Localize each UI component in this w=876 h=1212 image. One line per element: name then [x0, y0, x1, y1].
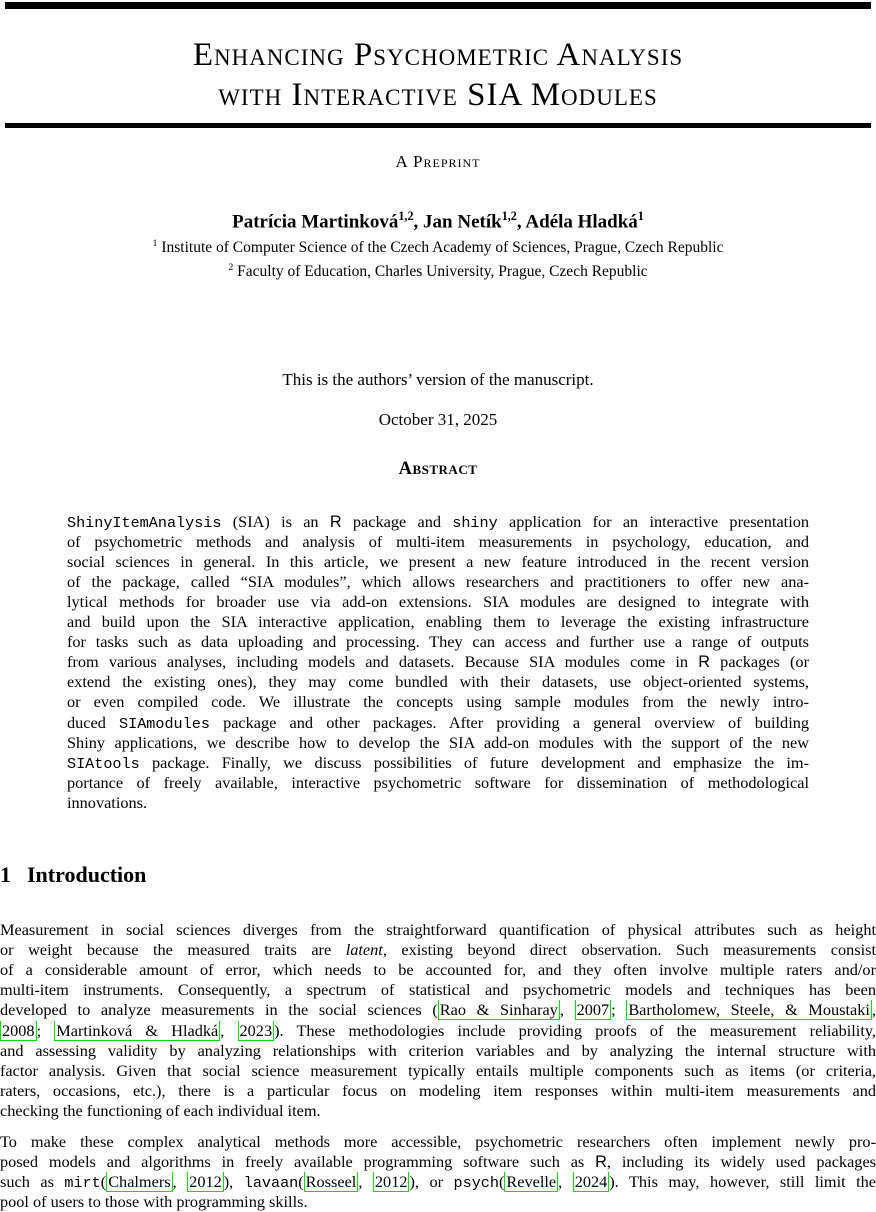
text-run: and assessing validity by analyzing relationships with criterion variables and by analyzing the internal structure with	[0, 1040, 876, 1060]
text-line	[0, 940, 876, 960]
text-run: of psychometric methods and analysis of multi-item measurements in psychology, education, and	[67, 531, 809, 551]
text-run: ), or	[409, 1172, 454, 1192]
top-rule	[5, 2, 871, 9]
text-run: from various analyses, including models and datasets. Because SIA modules come in	[67, 652, 699, 672]
text-run: Patrícia Martinková	[232, 211, 399, 233]
text-line	[67, 552, 809, 572]
preprint-label: A Preprint	[395, 152, 481, 171]
r-language-name: R	[329, 512, 342, 531]
text-run: for tasks such as data uploading and processing. They can access and further use a range of outputs	[67, 632, 809, 652]
text-line	[0, 1081, 876, 1101]
text-run: package and	[341, 511, 453, 531]
text-run: ;	[36, 1020, 55, 1040]
text-line	[0, 920, 876, 940]
title-line-1: Enhancing Psychometric Analysis	[192, 37, 684, 73]
text-line	[67, 733, 809, 753]
text-run: ,	[558, 1172, 573, 1192]
superscript-ref: 1,2	[501, 209, 517, 223]
text-run: ,	[172, 1172, 188, 1192]
text-line	[67, 713, 809, 733]
text-run: ,	[871, 1000, 876, 1020]
citation-link[interactable]: Rao & Sinharay	[439, 1000, 558, 1020]
abstract-body	[67, 512, 809, 813]
citation-link[interactable]: 2008	[2, 1020, 35, 1040]
text-run: ),	[223, 1172, 244, 1192]
text-run: To make these complex analytical methods more accessible, psychometric researchers often implement newly pro-	[0, 1131, 876, 1151]
text-run: packages (or	[710, 652, 809, 672]
superscript-ref: 1	[637, 209, 644, 223]
text-line	[67, 512, 809, 532]
text-run: posed models and algorithms in freely available programming software such as	[0, 1152, 596, 1172]
text-line	[67, 592, 809, 612]
text-run: checking the functioning of each individual item.	[0, 1100, 321, 1120]
superscript-ref: 2	[228, 262, 234, 274]
author-names	[0, 204, 876, 234]
text-line	[0, 1041, 876, 1061]
affiliation-1	[0, 234, 876, 258]
text-line	[67, 532, 809, 552]
text-line	[67, 632, 809, 652]
section-heading-introduction	[0, 863, 876, 887]
citation-link[interactable]: 2012	[189, 1172, 222, 1192]
text-run: and build upon the SIA interactive application, enabling them to leverage the existing infrastructure	[67, 612, 809, 632]
introduction-paragraph-1	[0, 920, 876, 1121]
text-run: Adéla Hladká	[525, 211, 638, 233]
inline-code: shiny	[452, 513, 498, 532]
date-line: October 31, 2025	[378, 409, 498, 429]
text-run: Faculty of Education, Charles University, Prague, Czech Republic	[233, 263, 648, 281]
text-run: (	[100, 1172, 107, 1192]
text-run: raters, occasions, etc.), there is a particular focus on modeling item responses within multi-item measurements and	[0, 1080, 876, 1100]
text-run: Measurement in social sciences diverges from the straightforward quantification of physical attributes such as height	[0, 920, 876, 940]
inline-code: psych	[453, 1174, 499, 1193]
text-run: , existing beyond direct observation. Such measurements consist	[382, 940, 876, 960]
text-run: or weight because the measured traits are	[0, 940, 346, 960]
citation-link[interactable]: Martinková & Hladká	[56, 1020, 219, 1040]
text-line	[0, 1172, 876, 1192]
citation-link[interactable]: Bartholomew, Steele, & Moustaki	[628, 1000, 870, 1020]
text-line	[0, 1152, 876, 1172]
citation-link[interactable]: Chalmers	[108, 1172, 171, 1192]
text-line	[67, 652, 809, 672]
text-run: (	[298, 1172, 304, 1192]
text-run: , including its widely used packages	[606, 1152, 876, 1172]
r-language-name: R	[698, 653, 710, 672]
affiliation-2	[0, 258, 876, 282]
text-line	[0, 1061, 876, 1081]
text-run: ,	[358, 1172, 373, 1192]
text-run: Jan Netík	[423, 211, 502, 233]
text-line	[67, 692, 809, 712]
version-note: This is the authors’ version of the manuscript.	[282, 369, 594, 389]
page-title	[0, 35, 876, 115]
inline-code: lavaan	[243, 1174, 299, 1193]
text-run: ,	[220, 1020, 238, 1040]
text-line	[67, 572, 809, 592]
text-run: factor analysis. Given that social science measurement typically entails multiple components such as items (or criteria,	[0, 1060, 876, 1080]
text-run: Institute of Computer Science of the Czech Academy of Sciences, Prague, Czech Republic	[157, 239, 724, 257]
text-run: package and other packages. After providing a general overview of building	[209, 712, 809, 732]
citation-link[interactable]: 2012	[374, 1172, 408, 1192]
text-run: innovations.	[67, 792, 148, 812]
citation-link[interactable]: Rosseel	[305, 1172, 357, 1192]
text-run: portance of freely available, interactive psychometric software for dissemination of methodological	[67, 772, 809, 792]
text-run: of the package, called “SIA modules”, which allows researchers and practitioners to offer new ana-	[67, 571, 809, 591]
inline-code: SIAmodules	[119, 714, 210, 733]
superscript-ref: 1	[152, 238, 158, 250]
title-underline-rule	[5, 123, 871, 128]
inline-code: SIAtools	[67, 754, 140, 773]
text-run: ,	[516, 211, 526, 233]
text-run: lytical methods for broader use via add-on extensions. SIA modules are designed to integrate with	[67, 592, 809, 612]
inline-code: mirt	[64, 1174, 101, 1193]
title-line-2: with Interactive SIA Modules	[218, 77, 658, 113]
text-line	[67, 672, 809, 692]
text-run: of a considerable amount of error, which needs to be accounted for, and they often involve multiple raters and/or	[0, 960, 876, 980]
text-line	[0, 1192, 876, 1212]
text-run: duced	[67, 712, 120, 732]
text-run: pool of users to those with programming skills.	[0, 1192, 308, 1212]
r-language-name: R	[595, 1153, 607, 1172]
superscript-ref: 1,2	[398, 209, 414, 223]
text-run: (	[498, 1172, 505, 1192]
citation-link[interactable]: Revelle	[506, 1172, 557, 1192]
text-line	[0, 1132, 876, 1152]
text-run: ). This may, however, still limit the	[609, 1172, 876, 1192]
text-line	[67, 793, 809, 813]
citation-link[interactable]: 2023	[239, 1020, 273, 1040]
text-run: application for an interactive presentation	[497, 511, 809, 531]
text-run: Shiny applications, we describe how to develop the SIA add-on modules with the support of the new	[67, 732, 809, 752]
inline-code: ShinyItemAnalysis	[67, 513, 222, 532]
section-number: 1	[0, 862, 11, 888]
text-run: extend the existing ones), they may come bundled with their datasets, use object-oriented systems,	[67, 672, 809, 692]
text-run: package. Finally, we discuss possibilities of future development and emphasize the im-	[139, 752, 809, 772]
section-title: Introduction	[27, 862, 147, 888]
text-line	[0, 1101, 876, 1121]
text-run: (SIA) is an	[221, 511, 330, 531]
text-line	[0, 1021, 876, 1041]
text-line	[0, 960, 876, 980]
text-run: social sciences in general. In this article, we present a new feature introduced in the recent version	[67, 551, 809, 571]
text-run: or even compiled code. We illustrate the concepts using sample modules from the newly intro-	[67, 692, 809, 712]
text-line	[67, 612, 809, 632]
text-run: ). These methodologies include providing proofs of the measurement reliability,	[274, 1020, 876, 1040]
text-run: developed to analyze measurements in the social sciences (	[0, 1000, 438, 1020]
emphasis: latent	[345, 940, 383, 960]
text-line	[67, 753, 809, 773]
text-run: ,	[559, 1000, 575, 1020]
text-line	[0, 1000, 876, 1020]
citation-link[interactable]: 2024	[574, 1172, 608, 1192]
citation-link[interactable]: 2007	[576, 1000, 610, 1020]
text-run: ,	[413, 211, 424, 233]
text-line	[67, 773, 809, 793]
paper-page	[0, 2, 876, 1212]
text-run: ;	[611, 1000, 627, 1020]
text-line	[0, 980, 876, 1000]
text-run: multi-item instruments. Consequently, a spectrum of statistical and psychometric models and techniques has been	[0, 980, 876, 1000]
text-run: such as	[0, 1172, 65, 1192]
abstract-heading: Abstract	[398, 458, 478, 479]
